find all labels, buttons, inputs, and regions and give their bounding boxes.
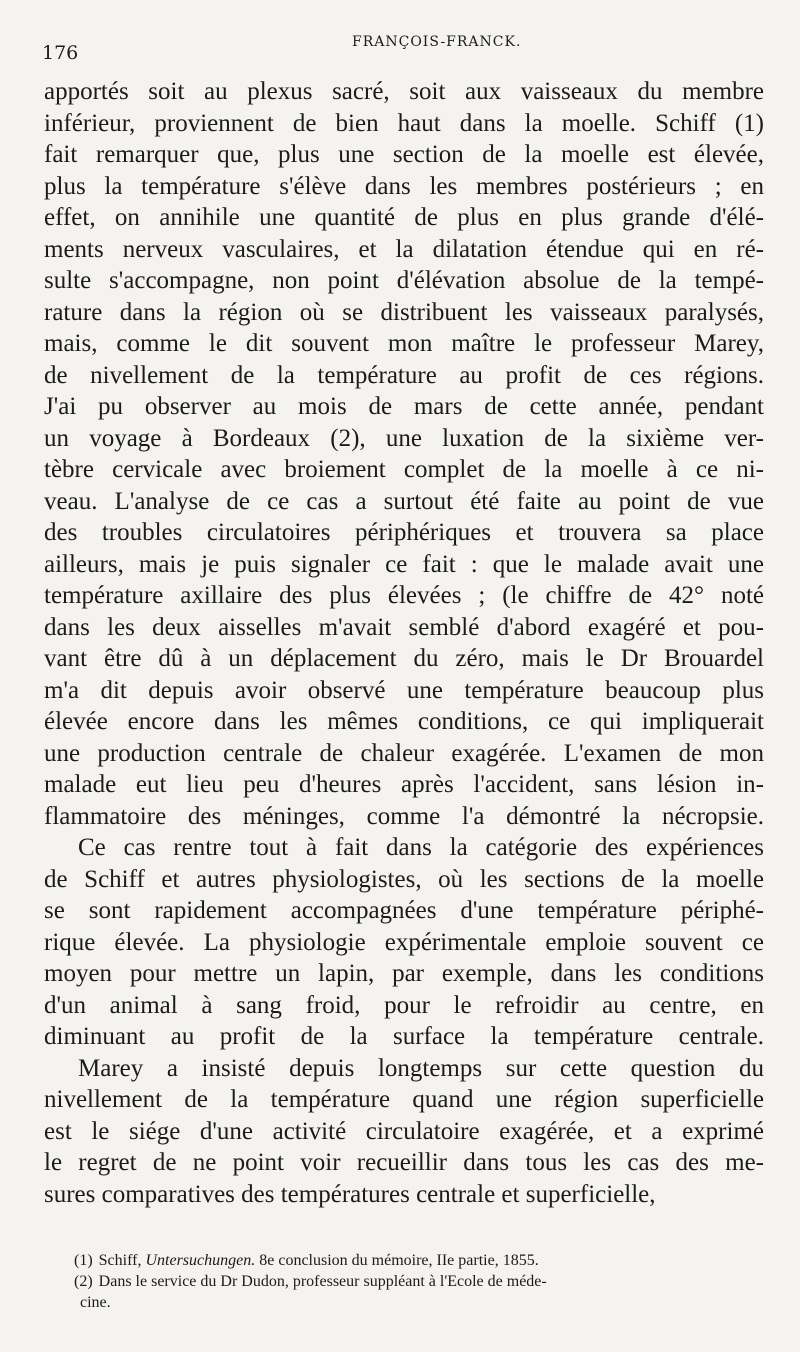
footnote-author: Schiff, [98,1252,142,1269]
text-line: se sont rapidement accompagnées d'une température périphé- [44,897,764,924]
text-line: tèbre cervicale avec broiement complet de la moelle à ce ni- [44,456,764,483]
text-line: veau. L'analyse de ce cas a surtout été faite au point de vue [44,487,764,515]
text-line: flammatoire des méninges, comme l'a démontré la nécropsie. [44,802,764,830]
text-line: sulte s'accompagne, non point d'élévation absolue de la tempé- [44,267,764,294]
text-line: élevée encore dans les mêmes conditions, ce qui impliquerait [44,708,764,735]
footnote-2 [74,1271,770,1292]
text-line: température axillaire des plus élevées ; (le chiffre de 42° noté [44,582,764,609]
footnote-marker: (2) [74,1273,93,1290]
text-line: m'a dit depuis avoir observé une température beaucoup plus [44,676,764,704]
text-line: fait remarquer que, plus une section de la moelle est élevée, [44,141,764,168]
running-head: FRANÇOIS-FRANCK. [352,34,522,50]
text-line: est le siége d'une activité circulatoire exagérée, et a exprimé [44,1117,764,1145]
text-line: mais, comme le dit souvent mon maître le professeur Marey, [44,330,764,357]
text-line: ments nerveux vasculaires, et la dilatation étendue qui en ré- [44,235,764,263]
text-line: ailleurs, mais je puis signaler ce fait : que le malade avait une [44,550,764,578]
text-line: Ce cas rentre tout à fait dans la catégorie des expériences [78,834,764,861]
text-line: moyen pour mettre un lapin, par exemple, dans les conditions [44,960,764,987]
text-line: de Schiff et autres physiologistes, où les sections de la moelle [44,865,764,893]
page-number: 176 [42,42,79,64]
text-line: de nivellement de la température au profit de ces régions. [44,361,764,389]
text-line: apportés soit au plexus sacré, soit aux vaisseaux du membre [44,78,764,105]
text-line: nivellement de la température quand une région superficielle [44,1086,764,1113]
text-line: Marey a insisté depuis longtemps sur cette question du [78,1054,764,1082]
paragraph [44,832,764,1053]
footnote-marker: (1) [74,1252,93,1269]
text-line: plus la température s'élève dans les membres postérieurs ; en [44,172,764,200]
paragraph [44,1053,764,1211]
footnote-1 [74,1250,770,1271]
text-line: inférieur, proviennent de bien haut dans la moelle. Schiff (1) [44,109,764,137]
footnote-2-continuation: cine. [80,1294,111,1311]
body-text [44,76,764,1210]
text-line: diminuant au profit de la surface la température centrale. [44,1023,764,1050]
text-line: dans les deux aisselles m'avait semblé d'abord exagéré et pou- [44,613,764,641]
text-line: effet, on annihile une quantité de plus en plus grande d'élé- [44,204,764,231]
text-line: vant être dû à un déplacement du zéro, mais le Dr Brouardel [44,645,764,672]
paragraph [44,76,764,832]
footnotes [74,1250,770,1313]
footnote-text: 8e conclusion du mémoire, IIe partie, 1855. [259,1252,539,1269]
text-line: rique élevée. La physiologie expérimentale emploie souvent ce [44,928,764,956]
text-line: J'ai pu observer au mois de mars de cette année, pendant [44,393,764,420]
footnote-text: Dans le service du Dr Dudon, professeur suppléant à l'Ecole de méde- [98,1273,547,1290]
text-line: des troubles circulatoires périphériques et trouvera sa place [44,519,764,546]
page-header [40,34,760,64]
footnote-title: Untersuchungen. [145,1252,256,1269]
text-line: malade eut lieu peu d'heures après l'accident, sans lésion in- [44,771,764,798]
text-line: une production centrale de chaleur exagérée. L'examen de mon [44,739,764,767]
text-line: un voyage à Bordeaux (2), une luxation de la sixième ver- [44,424,764,452]
text-line: sures comparatives des températures centrale et superficielle, [44,1180,656,1208]
text-line: le regret de ne point voir recueillir dans tous les cas des me- [44,1149,764,1176]
text-line: rature dans la région où se distribuent les vaisseaux paralysés, [44,298,764,326]
text-line: d'un animal à sang froid, pour le refroidir au centre, en [44,991,764,1019]
